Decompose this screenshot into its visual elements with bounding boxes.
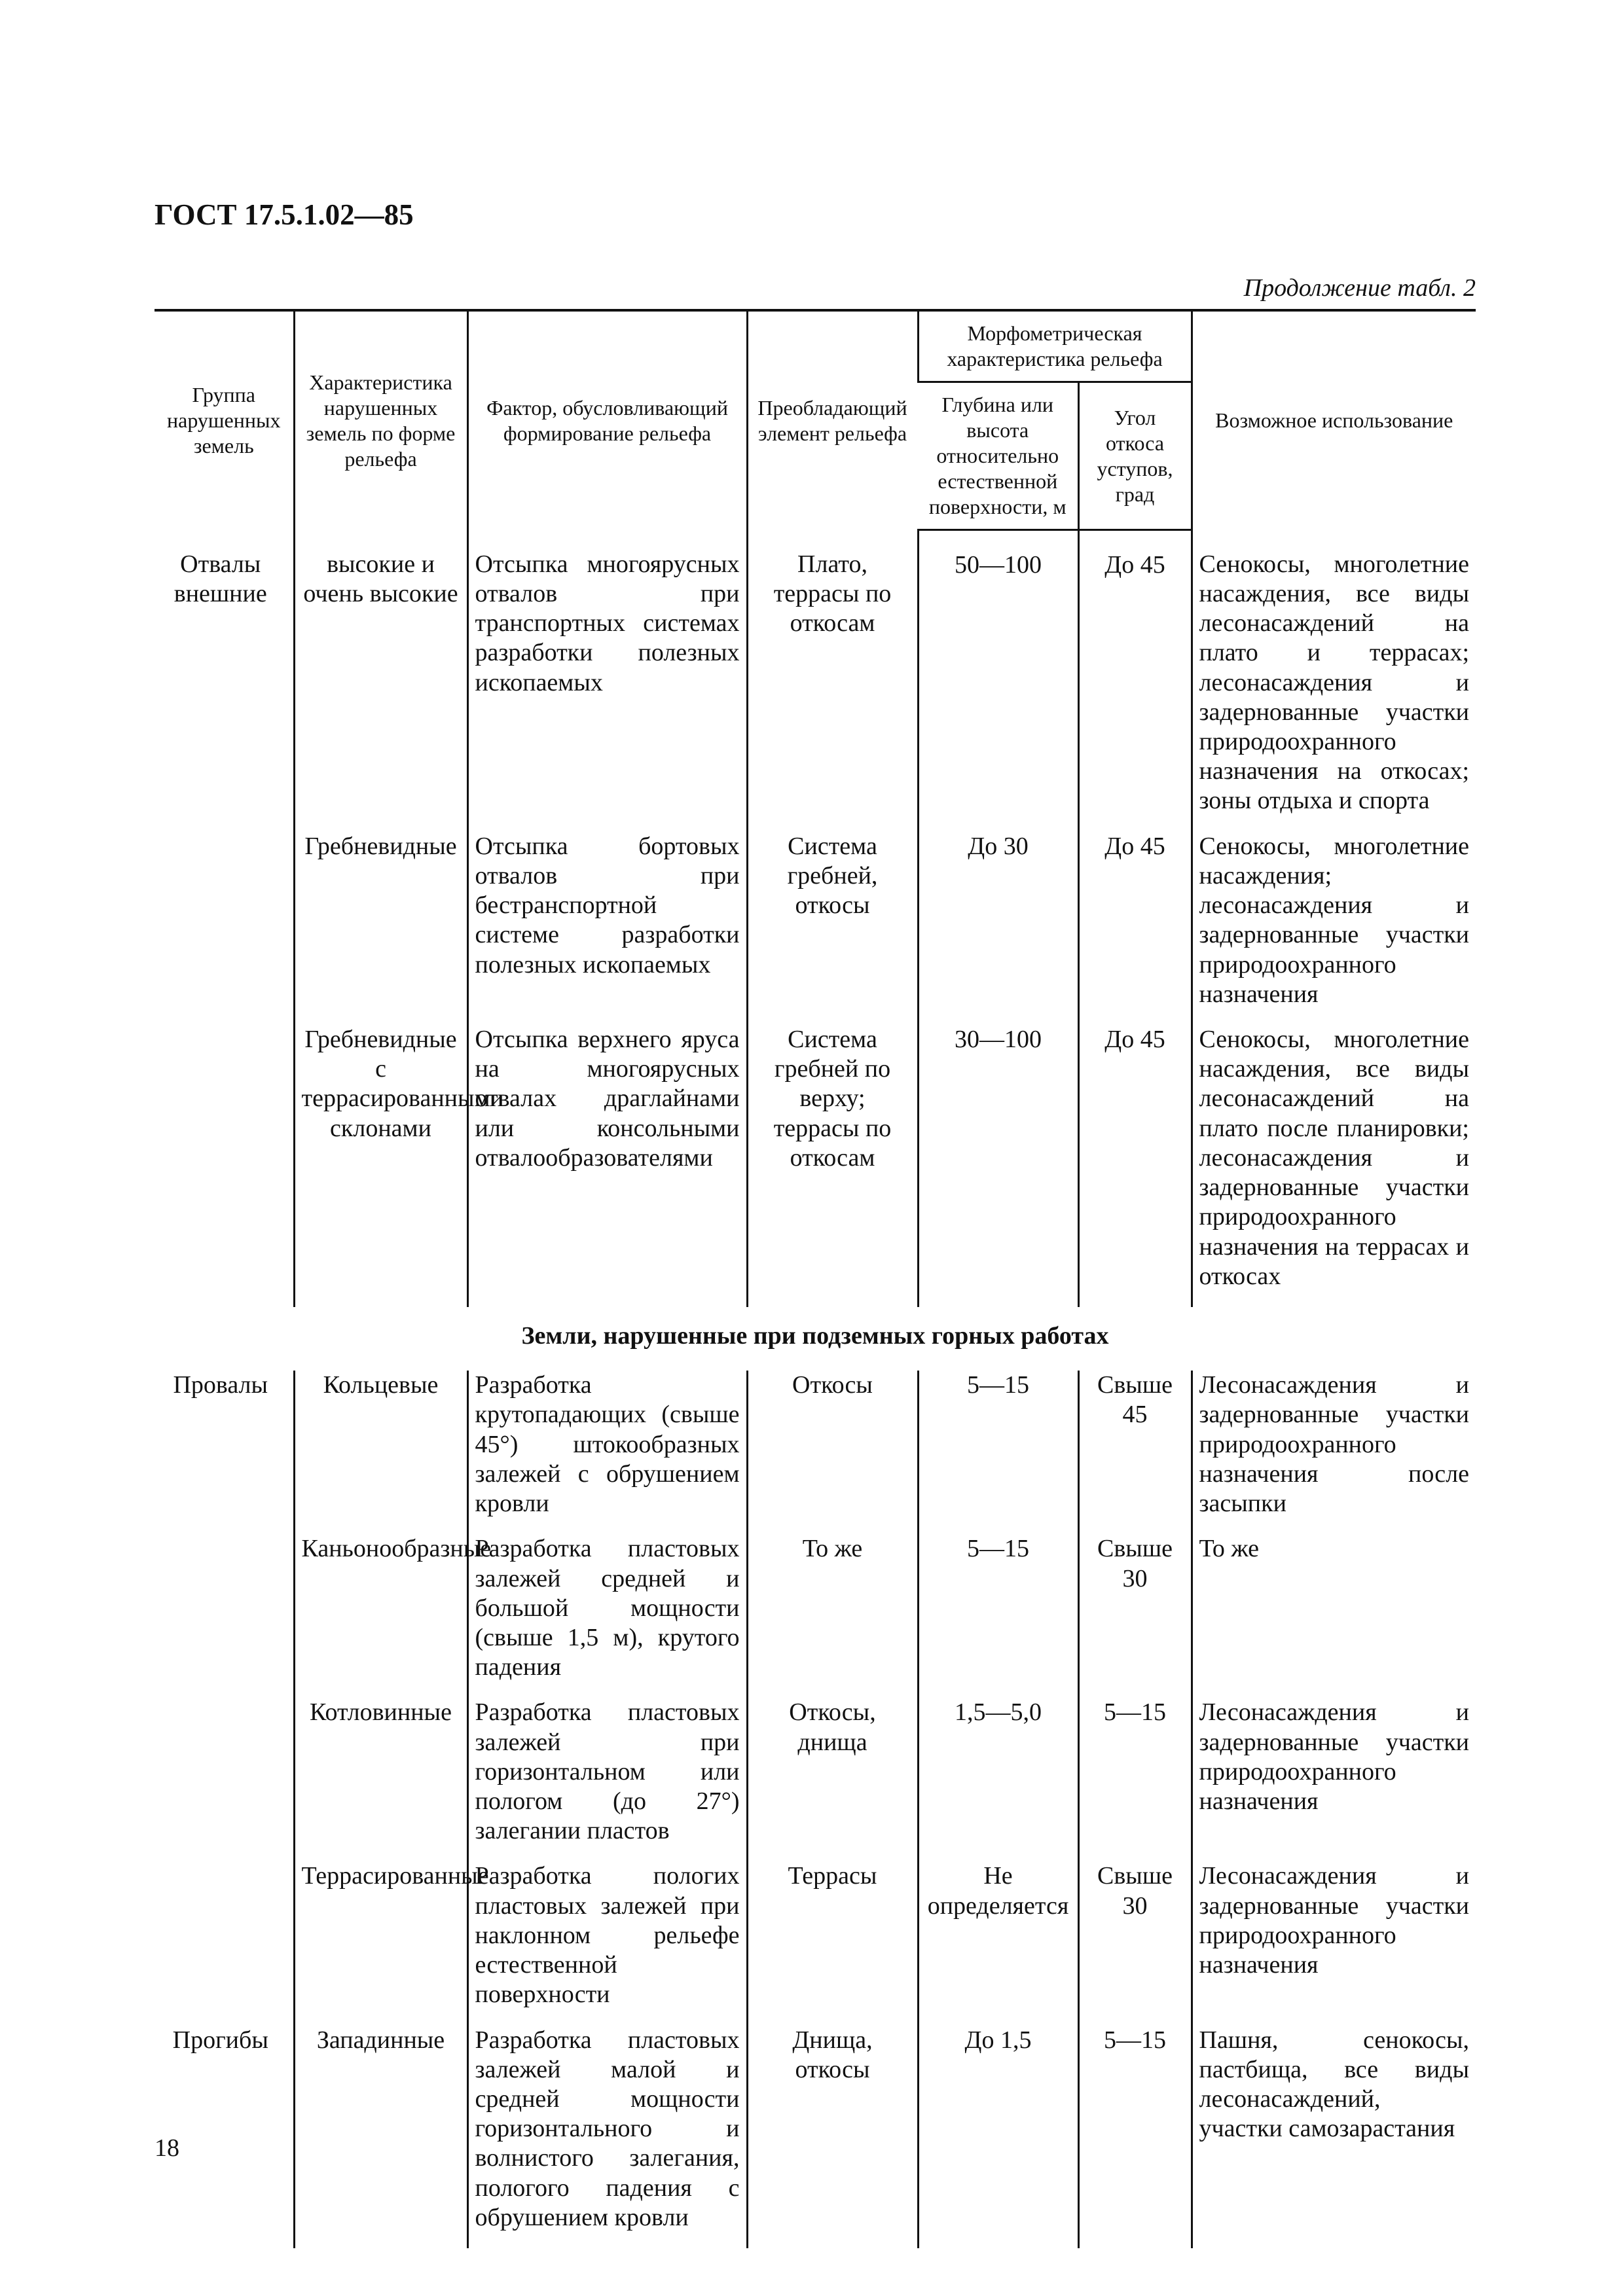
header-factor: Фактор, обусловливающий формирование рельефа — [467, 310, 747, 530]
cell-use: Сенокосы, многолетние насаждения, все виды лесонасаждений на плато и террасах; лесонасаждения и задернованные участки природоохранного назначения на откосах; зоны отдыха и спорта — [1192, 530, 1476, 832]
document-title: ГОСТ 17.5.1.02—85 — [155, 198, 414, 231]
relief-table — [155, 309, 1476, 2248]
cell-element: Откосы, днища — [747, 1698, 918, 1861]
cell-depth: 5—15 — [918, 1371, 1078, 1534]
cell-group — [155, 1698, 294, 1861]
section-heading: Земли, нарушенные при подземных горных работах — [521, 1321, 1109, 1350]
cell-element: Система гребней, откосы — [747, 832, 918, 1025]
cell-element: То же — [747, 1534, 918, 1698]
header-characteristic: Характеристика нарушенных земель по форме рельефа — [294, 310, 467, 530]
cell-group: Провалы — [173, 1371, 268, 1399]
cell-characteristic: Западинные — [294, 2026, 467, 2249]
header-group: Группа нарушенных земель — [155, 310, 294, 530]
table-row — [155, 1371, 1476, 1534]
cell-group — [155, 1534, 294, 1698]
cell-element: Террасы — [747, 1861, 918, 2025]
table-row — [155, 530, 1476, 832]
table-row — [155, 1698, 1476, 1861]
header-use: Возможное использование — [1192, 310, 1476, 530]
cell-use: То же — [1192, 1534, 1476, 1698]
table-row — [155, 1861, 1476, 2025]
cell-factor: Отсыпка бортовых отвалов при бестранспортной системе разработки полезных ископаемых — [467, 832, 747, 1025]
table-continuation-label: Продолжение табл. 2 — [1243, 274, 1476, 302]
header-depth: Глубина или высота относительно естественной поверхности, м — [918, 382, 1078, 530]
cell-factor: Разработка пластовых залежей малой и средней мощности горизонтального и волнистого залегания, пологого падения с обрушением кровли — [467, 2026, 747, 2249]
cell-group: Прогибы — [172, 2026, 268, 2054]
cell-characteristic: Котловинные — [294, 1698, 467, 1861]
cell-depth: До 30 — [918, 832, 1078, 1025]
cell-group: Отвалы внешние — [173, 550, 267, 607]
cell-element: Плато, террасы по откосам — [747, 530, 918, 832]
cell-depth: До 1,5 — [918, 2026, 1078, 2249]
cell-depth: 1,5—5,0 — [918, 1698, 1078, 1861]
cell-factor: Разработка пологих пластовых залежей при наклонном рельефе естественной поверхности — [467, 1861, 747, 2025]
cell-depth: 30—100 — [918, 1025, 1078, 1307]
cell-factor: Разработка крутопадающих (свыше 45°) штокообразных залежей с обрушением кровли — [467, 1371, 747, 1534]
header-angle: Угол откоса уступов, град — [1078, 382, 1192, 530]
table-row — [155, 1534, 1476, 1698]
cell-characteristic: Кольцевые — [294, 1371, 467, 1534]
cell-angle: Свыше 30 — [1078, 1861, 1192, 2025]
cell-depth: 50—100 — [918, 530, 1078, 832]
header-element: Преобладающий элемент рельефа — [747, 310, 918, 530]
section-heading-row — [155, 1307, 1476, 1371]
cell-depth: 5—15 — [918, 1534, 1078, 1698]
cell-group — [155, 1861, 294, 2025]
cell-characteristic: Гребневидные — [294, 832, 467, 1025]
cell-use: Лесонасаждения и задернованные участки природоохранного назначения — [1192, 1861, 1476, 2025]
cell-angle: До 45 — [1078, 832, 1192, 1025]
header-morphometric: Морфометрическая характеристика рельефа — [918, 310, 1192, 382]
cell-use: Сенокосы, многолетние насаждения, все виды лесонасаждений на плато после планировки; лесонасаждения и задернованные участки природоохранного назначения на террасах и откосах — [1192, 1025, 1476, 1307]
cell-angle: До 45 — [1078, 1025, 1192, 1307]
cell-factor: Отсыпка многоярусных отвалов при транспортных системах разработки полезных ископаемых — [467, 530, 747, 832]
cell-characteristic: Террасированные — [294, 1861, 467, 2025]
cell-angle: Свыше 45 — [1078, 1371, 1192, 1534]
cell-use: Сенокосы, многолетние насаждения; лесонасаждения и задернованные участки природоохранного назначения — [1192, 832, 1476, 1025]
cell-use: Пашня, сенокосы, пастбища, все виды лесонасаждений, участки самозарастания — [1192, 2026, 1476, 2249]
cell-group — [155, 1025, 294, 1307]
cell-use: Лесонасаждения и задернованные участки природоохранного назначения после засыпки — [1192, 1371, 1476, 1534]
cell-factor: Разработка пластовых залежей при горизонтальном или пологом (до 27°) залегании пластов — [467, 1698, 747, 1861]
cell-element: Днища, откосы — [747, 2026, 918, 2249]
cell-element: Система гребней по верху; террасы по откосам — [747, 1025, 918, 1307]
cell-characteristic: Гребневидные с террасированными склонами — [294, 1025, 467, 1307]
page-number: 18 — [155, 2134, 179, 2162]
cell-element: Откосы — [747, 1371, 918, 1534]
cell-characteristic: высокие и очень высокие — [294, 530, 467, 832]
cell-use: Лесонасаждения и задернованные участки природоохранного назначения — [1192, 1698, 1476, 1861]
table-row — [155, 832, 1476, 1025]
cell-characteristic: Каньонообразные — [294, 1534, 467, 1698]
table-row — [155, 2026, 1476, 2249]
cell-factor: Разработка пластовых залежей средней и большой мощности (свыше 1,5 м), крутого падения — [467, 1534, 747, 1698]
table-row — [155, 1025, 1476, 1307]
cell-depth: Не определяется — [918, 1861, 1078, 2025]
cell-angle: 5—15 — [1078, 1698, 1192, 1861]
cell-angle: До 45 — [1078, 530, 1192, 832]
cell-factor: Отсыпка верхнего яруса на многоярусных отвалах драглайнами или консольными отвалообразователями — [467, 1025, 747, 1307]
cell-group — [155, 832, 294, 1025]
cell-angle: Свыше 30 — [1078, 1534, 1192, 1698]
cell-angle: 5—15 — [1078, 2026, 1192, 2249]
